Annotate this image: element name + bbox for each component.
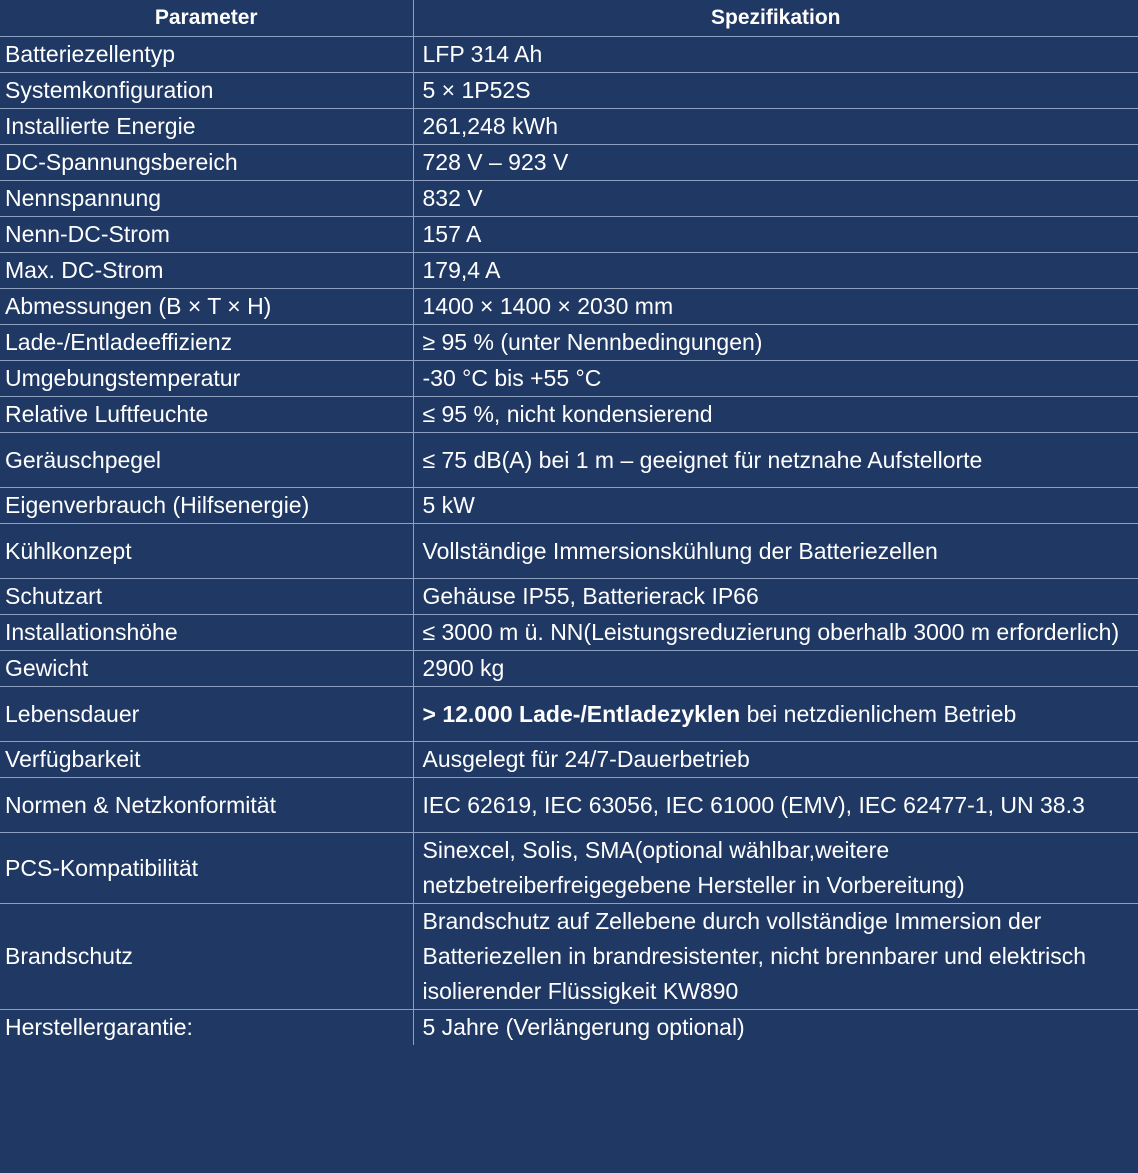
table-header-row — [0, 0, 1138, 37]
value-cell: 157 A — [413, 217, 1138, 253]
value-cell: 179,4 A — [413, 253, 1138, 289]
parameter-cell: Batteriezellentyp — [0, 37, 413, 73]
table-row — [0, 253, 1138, 289]
value-text: bei netzdienlichem Betrieb — [740, 700, 1017, 727]
parameter-cell: Eigenverbrauch (Hilfsenergie) — [0, 488, 413, 524]
parameter-cell: Schutzart — [0, 579, 413, 615]
value-cell: Sinexcel, Solis, SMA(optional wählbar,weitere netzbetreiberfreigegebene Hersteller in Vorbereitung) — [413, 833, 1138, 904]
parameter-cell: Brandschutz — [0, 904, 413, 1010]
value-cell: ≤ 75 dB(A) bei 1 m – geeignet für netznahe Aufstellorte — [413, 433, 1138, 488]
parameter-cell: Max. DC-Strom — [0, 253, 413, 289]
value-cell: 261,248 kWh — [413, 109, 1138, 145]
column-header-parameter: Parameter — [0, 0, 413, 37]
parameter-cell: Herstellergarantie: — [5, 1014, 193, 1040]
value-cell: -30 °C bis +55 °C — [413, 361, 1138, 397]
table-row — [0, 579, 1138, 615]
table-row — [0, 433, 1138, 488]
value-cell: ≤ 3000 m ü. NN(Leistungsreduzierung oberhalb 3000 m erforderlich) — [413, 615, 1138, 651]
parameter-cell: Geräuschpegel — [0, 433, 413, 488]
table-row — [0, 325, 1138, 361]
value-cell: 5 Jahre (Verlängerung optional) — [413, 1010, 1138, 1046]
parameter-cell: Lade-/Entladeeffizienz — [0, 325, 413, 361]
table-row — [0, 361, 1138, 397]
table-row — [0, 397, 1138, 433]
value-cell: 832 V — [413, 181, 1138, 217]
table-row — [0, 37, 1138, 73]
parameter-cell: Normen & Netzkonformität — [0, 778, 413, 833]
parameter-cell: Systemkonfiguration — [0, 73, 413, 109]
table-row — [0, 181, 1138, 217]
value-cell: 2900 kg — [413, 651, 1138, 687]
table-row — [0, 687, 1138, 742]
parameter-cell: Umgebungstemperatur — [0, 361, 413, 397]
column-header-specification: Spezifikation — [413, 0, 1138, 37]
table-row — [0, 488, 1138, 524]
table-row — [0, 742, 1138, 778]
value-cell: ≥ 95 % (unter Nennbedingungen) — [413, 325, 1138, 361]
table-row — [0, 524, 1138, 579]
value-cell: LFP 314 Ah — [413, 37, 1138, 73]
value-cell: 5 × 1P52S — [413, 73, 1138, 109]
parameter-cell: Installationshöhe — [0, 615, 413, 651]
parameter-cell: Gewicht — [0, 651, 413, 687]
table-row — [0, 217, 1138, 253]
value-cell: 5 kW — [413, 488, 1138, 524]
table-row — [0, 615, 1138, 651]
value-cell: Gehäuse IP55, Batterierack IP66 — [413, 579, 1138, 615]
value-highlight: > 12.000 Lade-/Entladezyklen — [422, 700, 741, 727]
value-cell: Brandschutz auf Zellebene durch vollständige Immersion der Batteriezellen in brandresistenter, nicht brennbarer und elektrisch isolierender Flüssigkeit KW890 — [413, 904, 1138, 1010]
parameter-cell: Abmessungen (B × T × H) — [0, 289, 413, 325]
table-row — [0, 833, 1138, 904]
parameter-cell: Kühlkonzept — [0, 524, 413, 579]
parameter-cell: Nenn-DC-Strom — [0, 217, 413, 253]
table-row — [0, 145, 1138, 181]
value-cell: 728 V – 923 V — [413, 145, 1138, 181]
parameter-cell: Installierte Energie — [0, 109, 413, 145]
value-cell: Vollständige Immersionskühlung der Batteriezellen — [413, 524, 1138, 579]
value-cell — [413, 687, 1138, 742]
value-cell: 1400 × 1400 × 2030 mm — [413, 289, 1138, 325]
parameter-cell: DC-Spannungsbereich — [0, 145, 413, 181]
parameter-cell: Relative Luftfeuchte — [0, 397, 413, 433]
table-row — [0, 778, 1138, 833]
parameter-cell: PCS-Kompatibilität — [0, 833, 413, 904]
value-cell: ≤ 95 %, nicht kondensierend — [413, 397, 1138, 433]
table-row — [0, 904, 1138, 1010]
value-cell: IEC 62619, IEC 63056, IEC 61000 (EMV), IEC 62477-1, UN 38.3 — [413, 778, 1138, 833]
table-row — [0, 109, 1138, 145]
value-cell: Ausgelegt für 24/7-Dauerbetrieb — [413, 742, 1138, 778]
parameter-cell: Lebensdauer — [0, 687, 413, 742]
table-row — [0, 651, 1138, 687]
parameter-cell: Nennspannung — [0, 181, 413, 217]
table-row — [0, 289, 1138, 325]
parameter-cell: Verfügbarkeit — [0, 742, 413, 778]
table-row — [0, 1010, 1138, 1046]
table-row — [0, 73, 1138, 109]
